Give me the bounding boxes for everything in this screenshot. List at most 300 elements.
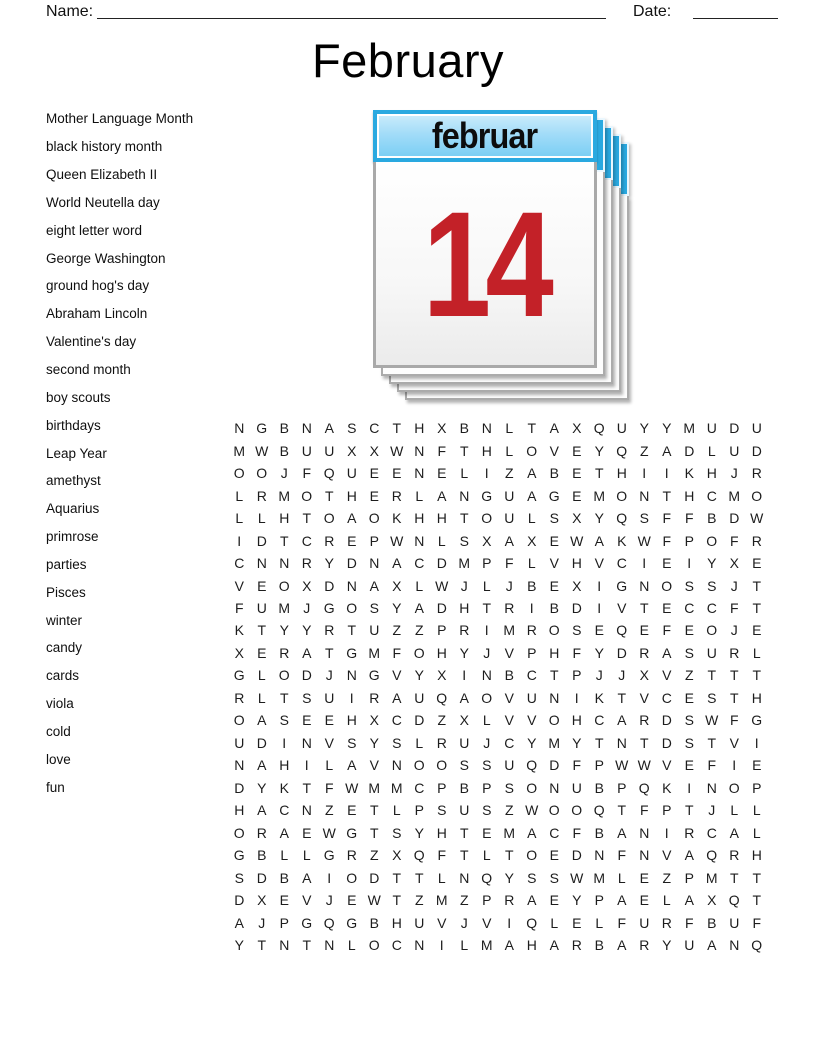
grid-letter: A — [617, 892, 627, 909]
grid-letter: R — [639, 712, 650, 729]
grid-letter: A — [324, 420, 334, 437]
word-list-item: fun — [46, 779, 65, 795]
grid-letter: C — [526, 667, 537, 684]
grid-letter: M — [368, 779, 381, 796]
grid-letter: Q — [481, 869, 493, 886]
grid-letter: Y — [594, 510, 604, 527]
grid-letter: G — [751, 712, 763, 729]
grid-letter: R — [346, 847, 357, 864]
grid-letter: L — [617, 869, 626, 886]
grid-letter: J — [730, 577, 738, 594]
grid-letter: Y — [279, 622, 289, 639]
grid-letter: C — [549, 824, 560, 841]
grid-letter: A — [527, 892, 537, 909]
grid-letter: X — [392, 847, 402, 864]
grid-letter: P — [414, 802, 424, 819]
grid-letter: H — [279, 510, 290, 527]
grid-letter: N — [639, 487, 650, 504]
grid-letter: M — [548, 734, 561, 751]
grid-letter: D — [729, 510, 740, 527]
grid-letter: B — [707, 510, 717, 527]
grid-letter: W — [570, 869, 584, 886]
grid-letter: Y — [527, 734, 537, 751]
grid-letter: S — [527, 869, 537, 886]
grid-letter: V — [549, 442, 559, 459]
grid-letter: Y — [662, 420, 672, 437]
grid-letter: N — [594, 847, 605, 864]
grid-letter: F — [437, 847, 447, 864]
grid-letter: Q — [323, 914, 335, 931]
grid-letter: G — [616, 577, 628, 594]
grid-letter: M — [458, 555, 471, 572]
grid-letter: O — [571, 802, 583, 819]
grid-letter: L — [257, 667, 266, 684]
grid-letter: J — [280, 465, 288, 482]
grid-letter: F — [662, 510, 672, 527]
grid-letter: F — [572, 824, 582, 841]
grid-letter: N — [279, 555, 290, 572]
grid-letter: F — [639, 802, 649, 819]
grid-letter: H — [751, 847, 762, 864]
grid-letter: M — [593, 869, 606, 886]
grid-letter: A — [617, 824, 627, 841]
grid-letter: E — [684, 757, 694, 774]
grid-letter: Z — [684, 667, 694, 684]
grid-letter: C — [616, 555, 627, 572]
grid-letter: Y — [459, 644, 469, 661]
grid-letter: O — [346, 599, 358, 616]
grid-letter: J — [505, 577, 513, 594]
grid-letter: H — [549, 644, 560, 661]
grid-letter: M — [705, 869, 718, 886]
grid-letter: N — [481, 420, 492, 437]
grid-letter: N — [414, 532, 425, 549]
grid-letter: B — [504, 667, 514, 684]
grid-letter: F — [504, 555, 514, 572]
grid-letter: F — [617, 847, 627, 864]
grid-letter: S — [279, 712, 289, 729]
grid-letter: Q — [593, 420, 605, 437]
grid-letter: T — [414, 869, 424, 886]
word-list-item: primrose — [46, 529, 99, 545]
grid-letter: F — [729, 712, 739, 729]
grid-letter: E — [572, 914, 582, 931]
grid-letter: M — [435, 892, 448, 909]
grid-letter: N — [639, 577, 650, 594]
grid-letter: T — [594, 465, 604, 482]
grid-letter: S — [392, 824, 402, 841]
grid-letter: E — [549, 892, 559, 909]
grid-letter: V — [594, 555, 604, 572]
grid-letter: B — [549, 599, 559, 616]
grid-letter: E — [684, 622, 694, 639]
grid-letter: T — [347, 622, 357, 639]
grid-letter: X — [437, 667, 447, 684]
grid-letter: O — [413, 757, 425, 774]
grid-letter: U — [706, 420, 717, 437]
grid-letter: C — [391, 937, 402, 954]
grid-letter: D — [571, 847, 582, 864]
grid-letter: S — [302, 689, 312, 706]
grid-letter: D — [571, 599, 582, 616]
grid-letter: H — [346, 712, 357, 729]
grid-letter: U — [459, 802, 470, 819]
grid-letter: L — [235, 510, 244, 527]
grid-letter: E — [662, 555, 672, 572]
grid-letter: W — [637, 532, 651, 549]
grid-letter: U — [414, 914, 425, 931]
grid-letter: Z — [414, 622, 424, 639]
grid-letter: I — [327, 869, 332, 886]
grid-letter: Q — [728, 892, 740, 909]
grid-letter: L — [415, 577, 424, 594]
grid-letter: C — [414, 555, 425, 572]
grid-letter: D — [751, 442, 762, 459]
grid-letter: R — [684, 824, 695, 841]
page-title: February — [311, 34, 505, 87]
grid-letter: L — [392, 802, 401, 819]
grid-letter: P — [684, 869, 694, 886]
grid-letter: T — [459, 510, 469, 527]
grid-letter: S — [684, 577, 694, 594]
grid-letter: G — [323, 847, 335, 864]
grid-letter: V — [504, 712, 514, 729]
grid-letter: S — [459, 532, 469, 549]
grid-letter: E — [549, 847, 559, 864]
grid-letter: E — [302, 824, 312, 841]
word-list-item: Abraham Lincoln — [46, 306, 148, 322]
grid-letter: R — [526, 622, 537, 639]
grid-letter: T — [729, 869, 739, 886]
grid-letter: R — [391, 487, 402, 504]
grid-letter: U — [504, 757, 515, 774]
grid-letter: J — [730, 465, 738, 482]
grid-letter: M — [728, 487, 741, 504]
grid-letter: N — [346, 667, 357, 684]
grid-letter: F — [662, 532, 672, 549]
grid-letter: S — [684, 734, 694, 751]
grid-letter: N — [369, 555, 380, 572]
grid-letter: Z — [504, 802, 514, 819]
grid-letter: T — [369, 802, 379, 819]
grid-letter: E — [324, 712, 334, 729]
grid-letter: C — [706, 824, 717, 841]
grid-letter: U — [504, 510, 515, 527]
grid-letter: O — [278, 667, 290, 684]
grid-letter: A — [662, 644, 672, 661]
grid-letter: W — [750, 510, 764, 527]
grid-letter: I — [304, 757, 309, 774]
grid-letter: F — [572, 644, 582, 661]
grid-letter: H — [414, 420, 425, 437]
grid-letter: G — [256, 420, 268, 437]
grid-letter: O — [278, 577, 290, 594]
grid-letter: L — [415, 487, 424, 504]
grid-letter: V — [639, 689, 649, 706]
grid-letter: R — [729, 847, 740, 864]
grid-letter: L — [505, 442, 514, 459]
grid-letter: V — [662, 667, 672, 684]
grid-letter: N — [234, 757, 245, 774]
grid-letter: L — [527, 555, 536, 572]
grid-letter: C — [391, 712, 402, 729]
grid-letter: R — [279, 644, 290, 661]
grid-letter: A — [257, 712, 267, 729]
word-list-item: amethyst — [46, 473, 101, 489]
word-list-item: World Neutella day — [46, 194, 160, 210]
grid-letter: T — [504, 847, 514, 864]
grid-letter: U — [414, 689, 425, 706]
grid-letter: U — [256, 599, 267, 616]
word-list-item: George Washington — [46, 250, 166, 266]
word-list-item: Pisces — [46, 584, 86, 600]
grid-letter: R — [661, 914, 672, 931]
word-list-item: cards — [46, 668, 80, 684]
grid-letter: V — [437, 914, 447, 931]
grid-letter: E — [639, 892, 649, 909]
grid-letter: D — [684, 442, 695, 459]
grid-letter: R — [751, 465, 762, 482]
grid-letter: E — [369, 465, 379, 482]
grid-letter: A — [527, 465, 537, 482]
grid-letter: N — [324, 937, 335, 954]
grid-letter: I — [282, 734, 287, 751]
grid-letter: M — [503, 622, 516, 639]
grid-letter: B — [549, 465, 559, 482]
grid-letter: W — [615, 757, 629, 774]
grid-letter: F — [324, 779, 334, 796]
grid-letter: N — [301, 734, 312, 751]
word-list-item: candy — [46, 640, 83, 656]
grid-letter: V — [302, 892, 312, 909]
grid-letter: F — [302, 465, 312, 482]
grid-letter: O — [233, 824, 245, 841]
grid-letter: I — [754, 734, 759, 751]
grid-letter: N — [706, 779, 717, 796]
grid-letter: O — [301, 487, 313, 504]
grid-letter: U — [504, 487, 515, 504]
grid-letter: E — [392, 465, 402, 482]
grid-letter: L — [527, 510, 536, 527]
grid-letter: V — [234, 577, 244, 594]
grid-letter: D — [369, 869, 380, 886]
grid-letter: O — [728, 779, 740, 796]
grid-letter: C — [661, 689, 672, 706]
grid-letter: H — [414, 510, 425, 527]
grid-letter: N — [414, 442, 425, 459]
grid-letter: C — [369, 420, 380, 437]
grid-letter: S — [504, 779, 514, 796]
grid-letter: D — [256, 734, 267, 751]
grid-letter: E — [639, 622, 649, 639]
grid-letter: H — [706, 465, 717, 482]
grid-letter: A — [257, 757, 267, 774]
grid-letter: D — [346, 555, 357, 572]
grid-letter: K — [617, 532, 627, 549]
grid-letter: R — [324, 532, 335, 549]
grid-letter: T — [279, 532, 289, 549]
grid-letter: J — [595, 667, 603, 684]
grid-letter: N — [459, 869, 470, 886]
grid-letter: I — [349, 689, 354, 706]
grid-letter: L — [280, 847, 289, 864]
grid-letter: U — [526, 689, 537, 706]
grid-letter: U — [324, 442, 335, 459]
grid-letter: H — [684, 487, 695, 504]
grid-letter: A — [527, 824, 537, 841]
grid-letter: M — [503, 824, 516, 841]
grid-letter: O — [616, 487, 628, 504]
grid-letter: J — [325, 667, 333, 684]
grid-letter: U — [301, 442, 312, 459]
grid-letter: U — [324, 689, 335, 706]
grid-letter: P — [279, 914, 289, 931]
grid-letter: X — [572, 420, 582, 437]
grid-letter: N — [481, 667, 492, 684]
grid-letter: A — [437, 487, 447, 504]
grid-letter: I — [664, 824, 669, 841]
grid-letter: T — [482, 599, 492, 616]
grid-letter: P — [437, 622, 447, 639]
grid-letter: Y — [414, 667, 424, 684]
grid-letter: G — [548, 487, 560, 504]
grid-letter: E — [549, 577, 559, 594]
grid-letter: S — [482, 757, 492, 774]
grid-letter: T — [459, 442, 469, 459]
grid-letter: F — [729, 532, 739, 549]
word-list — [46, 105, 246, 801]
grid-letter: F — [684, 914, 694, 931]
grid-letter: C — [684, 599, 695, 616]
grid-letter: X — [437, 420, 447, 437]
grid-letter: N — [549, 689, 560, 706]
grid-letter: L — [662, 892, 671, 909]
grid-letter: G — [368, 667, 380, 684]
grid-letter: J — [618, 667, 626, 684]
name-input-line[interactable] — [97, 0, 606, 19]
grid-letter: P — [437, 779, 447, 796]
grid-letter: T — [752, 869, 762, 886]
grid-letter: R — [639, 937, 650, 954]
grid-letter: E — [257, 577, 267, 594]
grid-letter: X — [369, 442, 379, 459]
word-list-item: second month — [46, 362, 131, 378]
grid-letter: M — [233, 442, 246, 459]
grid-letter: A — [414, 599, 424, 616]
grid-letter: U — [729, 442, 740, 459]
grid-letter: I — [642, 555, 647, 572]
grid-letter: S — [549, 510, 559, 527]
grid-letter: Y — [594, 442, 604, 459]
grid-letter: R — [751, 532, 762, 549]
grid-letter: E — [572, 465, 582, 482]
calendar-month-label: februar — [432, 115, 538, 156]
grid-letter: H — [571, 555, 582, 572]
grid-letter: A — [617, 937, 627, 954]
grid-letter: N — [414, 937, 425, 954]
grid-letter: K — [684, 465, 694, 482]
grid-letter: X — [572, 510, 582, 527]
grid-letter: N — [639, 847, 650, 864]
grid-letter: J — [460, 577, 468, 594]
grid-letter: Z — [459, 892, 469, 909]
word-list-item: Leap Year — [46, 445, 107, 461]
grid-letter: R — [571, 937, 582, 954]
grid-letter: H — [436, 824, 447, 841]
grid-letter: T — [459, 847, 469, 864]
grid-letter: S — [234, 869, 244, 886]
grid-letter: L — [505, 420, 514, 437]
grid-letter: L — [730, 802, 739, 819]
grid-letter: A — [459, 689, 469, 706]
grid-letter: L — [752, 644, 761, 661]
grid-letter: L — [595, 914, 604, 931]
grid-letter: T — [617, 689, 627, 706]
grid-letter: L — [460, 465, 469, 482]
grid-letter: T — [684, 802, 694, 819]
date-input-line[interactable] — [693, 0, 778, 19]
grid-letter: E — [482, 824, 492, 841]
grid-letter: D — [324, 577, 335, 594]
grid-letter: B — [594, 937, 604, 954]
grid-letter: Z — [414, 892, 424, 909]
grid-letter: C — [504, 734, 515, 751]
grid-letter: N — [256, 555, 267, 572]
grid-letter: J — [708, 802, 716, 819]
grid-letter: U — [346, 465, 357, 482]
grid-letter: A — [729, 824, 739, 841]
grid-letter: O — [548, 802, 560, 819]
grid-letter: V — [527, 712, 537, 729]
grid-letter: G — [301, 914, 313, 931]
grid-letter: E — [594, 622, 604, 639]
grid-letter: P — [572, 667, 582, 684]
grid-letter: W — [525, 802, 539, 819]
grid-letter: R — [459, 622, 470, 639]
grid-letter: H — [391, 914, 402, 931]
word-list-item: love — [46, 751, 71, 767]
grid-letter: M — [683, 420, 696, 437]
grid-letter: J — [483, 644, 491, 661]
grid-letter: H — [526, 937, 537, 954]
grid-letter: R — [256, 487, 267, 504]
grid-letter: X — [639, 667, 649, 684]
grid-letter: B — [459, 420, 469, 437]
grid-letter: N — [729, 937, 740, 954]
grid-letter: A — [549, 420, 559, 437]
grid-letter: A — [302, 869, 312, 886]
grid-letter: M — [278, 487, 291, 504]
grid-letter: J — [483, 734, 491, 751]
grid-letter: L — [257, 510, 266, 527]
grid-letter: Y — [572, 734, 582, 751]
grid-letter: N — [234, 420, 245, 437]
grid-letter: A — [684, 847, 694, 864]
grid-letter: L — [257, 689, 266, 706]
word-list-item: black history month — [46, 139, 163, 155]
grid-letter: E — [369, 487, 379, 504]
grid-letter: D — [661, 712, 672, 729]
grid-letter: L — [482, 847, 491, 864]
grid-letter: V — [549, 555, 559, 572]
grid-letter: M — [278, 599, 291, 616]
grid-letter: E — [662, 599, 672, 616]
grid-letter: C — [234, 555, 245, 572]
grid-letter: J — [258, 914, 266, 931]
grid-letter: A — [347, 757, 357, 774]
grid-letter: H — [616, 465, 627, 482]
grid-letter: N — [414, 465, 425, 482]
